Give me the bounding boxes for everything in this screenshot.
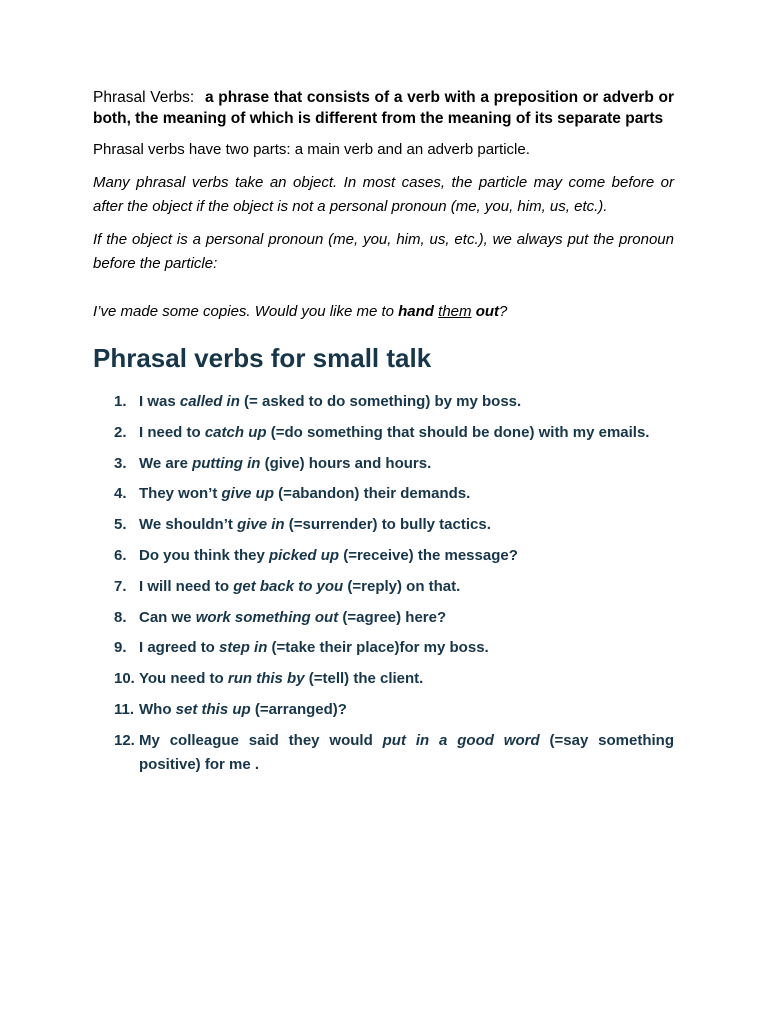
item-number: 7. xyxy=(114,577,127,595)
item-phrasal-verb: putting in xyxy=(192,454,261,472)
item-meaning: (=receive) the message? xyxy=(339,546,518,564)
definition-meaning: a phrase that consists of a verb with a preposition or adverb or both, the meaning of which is different from the meaning of its separate parts xyxy=(93,89,675,127)
list-item xyxy=(93,575,674,599)
phrasal-verb-list xyxy=(93,390,674,777)
item-text: I will need to xyxy=(139,577,234,595)
item-number: 10. xyxy=(114,670,135,688)
item-text: We are xyxy=(139,454,193,472)
paragraph-pronoun: If the object is a personal pronoun (me, you, him, us, etc.), we always put the pronoun before the particle: xyxy=(93,231,674,272)
item-phrasal-verb: get back to you xyxy=(233,577,344,595)
item-text: Do you think they xyxy=(139,546,270,564)
item-meaning: (=arranged)? xyxy=(250,700,347,718)
item-meaning: (=agree) here? xyxy=(338,608,447,626)
list-item xyxy=(93,390,674,414)
list-item xyxy=(93,667,674,691)
definition-term: Phrasal Verbs: xyxy=(93,89,195,106)
item-number: 1. xyxy=(114,393,127,410)
item-number: 6. xyxy=(114,546,127,564)
item-meaning: (=do something that should be done) with my emails. xyxy=(266,423,650,441)
item-meaning: (=reply) on that. xyxy=(343,577,461,595)
example-particle: out xyxy=(475,303,500,320)
item-number: 12. xyxy=(114,731,135,749)
item-meaning: (=tell) the client. xyxy=(304,670,424,688)
example-verb: hand xyxy=(398,303,434,320)
item-number: 2. xyxy=(114,423,127,441)
list-item xyxy=(93,606,674,630)
section-heading: Phrasal verbs for small talk xyxy=(93,343,432,373)
item-text: My colleague said they would xyxy=(139,731,383,749)
item-number: 9. xyxy=(114,639,127,657)
item-text: I was xyxy=(139,393,180,410)
list-item xyxy=(93,544,674,568)
item-number: 4. xyxy=(114,485,127,503)
example-end: ? xyxy=(499,303,508,320)
item-phrasal-verb: work something out xyxy=(195,608,339,626)
item-phrasal-verb: set this up xyxy=(175,700,251,718)
item-phrasal-verb: give in xyxy=(237,516,285,534)
item-phrasal-verb: give up xyxy=(221,485,275,503)
item-text: They won’t xyxy=(139,485,222,503)
item-phrasal-verb: step in xyxy=(219,639,268,657)
item-text: We shouldn’t xyxy=(139,516,238,534)
item-text: Who xyxy=(139,700,176,718)
list-item xyxy=(93,729,674,777)
item-number: 11. xyxy=(114,700,135,718)
list-item xyxy=(93,698,674,722)
item-meaning: (=take their place)for my boss. xyxy=(267,639,489,657)
list-item xyxy=(93,482,674,506)
example-sentence xyxy=(93,300,674,324)
paragraph-object: Many phrasal verbs take an object. In most cases, the particle may come before or after the object if the object is not a personal pronoun (me, you, him, us, etc.). xyxy=(93,174,674,215)
list-item xyxy=(93,636,674,660)
item-phrasal-verb: put in a good word xyxy=(382,731,540,749)
paragraph-parts: Phrasal verbs have two parts: a main verb and an adverb particle. xyxy=(93,141,530,158)
item-phrasal-verb: called in xyxy=(179,393,240,410)
item-number: 8. xyxy=(114,608,127,626)
item-text: I agreed to xyxy=(139,639,220,657)
item-phrasal-verb: run this by xyxy=(227,670,305,688)
item-meaning: (= asked to do something) by my boss. xyxy=(239,393,522,410)
item-number: 5. xyxy=(114,516,127,534)
example-object: them xyxy=(438,303,472,320)
example-pre: I’ve made some copies. Would you like me to xyxy=(93,303,399,320)
list-item xyxy=(93,452,674,476)
item-phrasal-verb: catch up xyxy=(204,423,267,441)
item-text: You need to xyxy=(139,670,228,688)
item-number: 3. xyxy=(114,454,127,472)
item-text: Can we xyxy=(139,608,196,626)
item-meaning: (give) hours and hours. xyxy=(260,454,432,472)
item-meaning: (=surrender) to bully tactics. xyxy=(284,516,491,534)
item-phrasal-verb: picked up xyxy=(269,546,340,564)
item-meaning: (=say something positive) for me . xyxy=(139,731,675,773)
list-item xyxy=(93,513,674,537)
definition xyxy=(93,87,674,129)
item-text: I need to xyxy=(139,423,205,441)
item-meaning: (=abandon) their demands. xyxy=(274,485,471,503)
list-item xyxy=(93,421,674,445)
